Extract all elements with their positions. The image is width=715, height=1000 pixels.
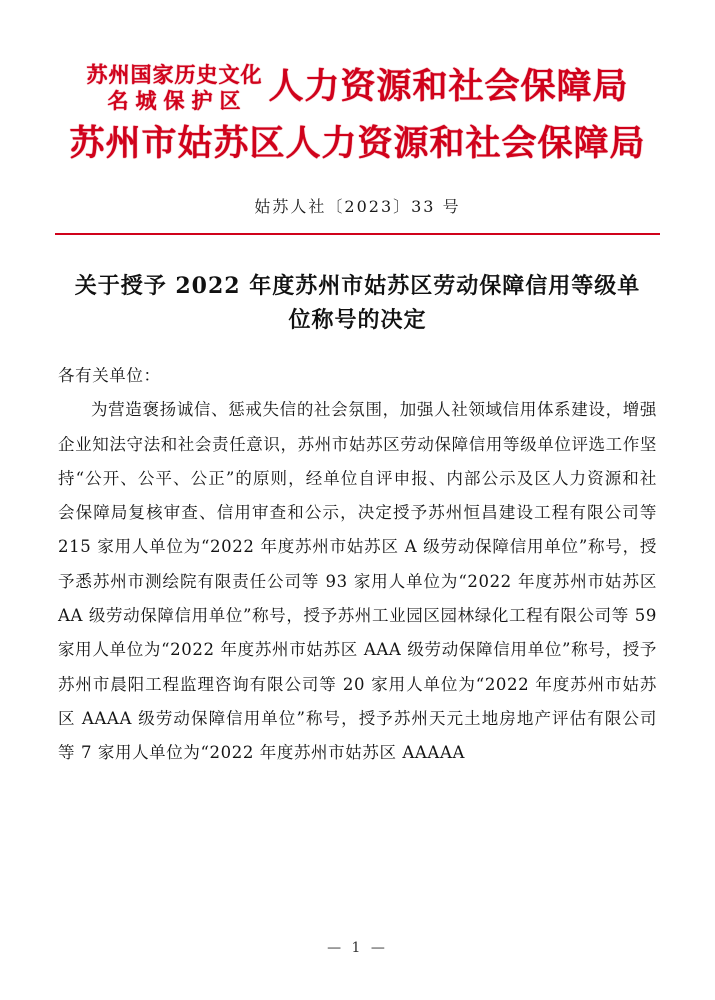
letterhead-left-block xyxy=(86,62,262,113)
letterhead-line-1 xyxy=(0,62,715,113)
document-title: 关于授予 2022 年度苏州市姑苏区劳动保障信用等级单位称号的决定 xyxy=(74,272,641,333)
body-paragraph-1: 为营造褒扬诚信、惩戒失信的社会氛围，加强人社领域信用体系建设，增强企业知法守法和社会责任意识，苏州市姑苏区劳动保障信用等级单位评选工作坚持“公开、公平、公正”的原则，经单位自评申报、内部公示及区人力资源和社会保障局复核审查、信用审查和公示，决定授予苏州恒昌建设工程有限公司等 215 家用人单位为“2022 年度苏州市姑苏区 A 级劳动保障信用单位”称号，授予悉苏州市测绘院有限责任公司等 93 家用人单位为“2022 年度苏州市姑苏区 AA 级劳动保障信用单位”称号，授予苏州工业园区园林绿化工程有限公司等 59 家用人单位为“2022 年度苏州市姑苏区 AAA 级劳动保障信用单位”称号，授予苏州市晨阳工程监理咨询有限公司等 20 家用人单位为“2022 年度苏州市姑苏区 AAAA 级劳动保障信用单位”称号，授予苏州天元土地房地产评估有限公司等 7 家用人单位为“2022 年度苏州市姑苏区 AAAAA xyxy=(58,400,657,763)
document-number: 姑苏人社〔2023〕33 号 xyxy=(254,196,461,216)
letterhead-line-2: 苏州市姑苏区人力资源和社会保障局 xyxy=(69,123,646,165)
letterhead xyxy=(0,0,715,164)
letterhead-main-title: 人力资源和社会保障局 xyxy=(268,66,629,108)
letterhead-left-line-2: 名城保护区 xyxy=(107,87,248,113)
page-number: — 1 — xyxy=(327,940,388,956)
red-divider-rule xyxy=(55,233,660,235)
document-body xyxy=(58,359,657,771)
salutation: 各有关单位： xyxy=(58,365,161,385)
letterhead-left-line-1: 苏州国家历史文化 xyxy=(86,62,263,87)
